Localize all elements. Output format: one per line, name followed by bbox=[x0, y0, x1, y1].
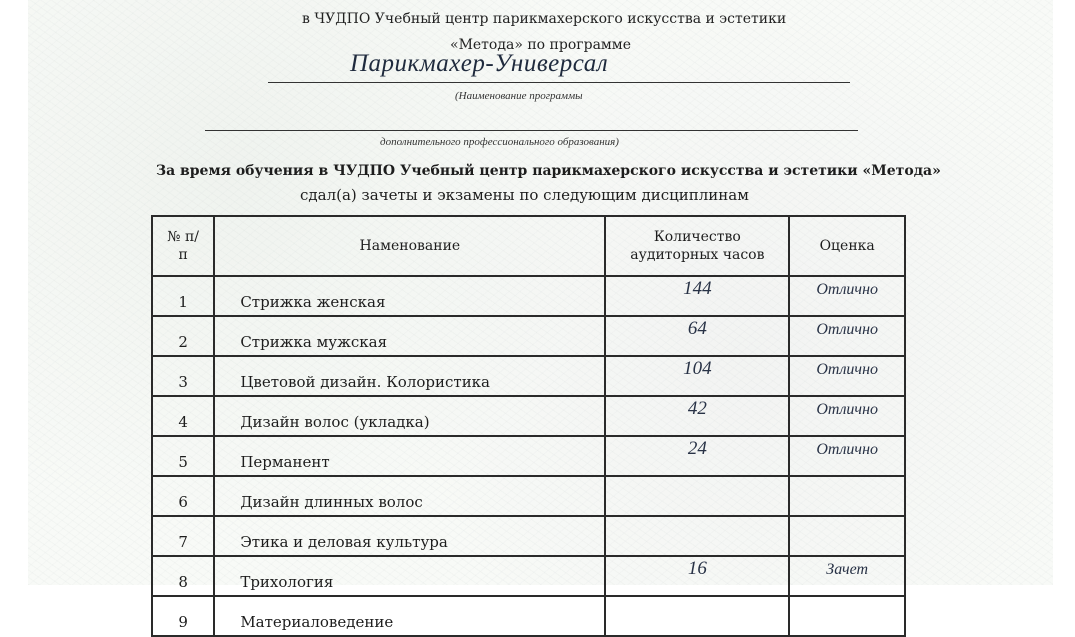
program-line: «Метода» по программе bbox=[450, 37, 631, 53]
row-hours: 42 bbox=[605, 396, 789, 436]
table-row bbox=[152, 316, 905, 356]
table-row bbox=[152, 516, 905, 556]
row-num: 2 bbox=[152, 316, 214, 356]
row-grade: Отлично bbox=[789, 276, 905, 316]
row-discipline: Стрижка женская bbox=[214, 276, 605, 316]
row-num: 7 bbox=[152, 516, 214, 556]
page-margin-left bbox=[0, 0, 28, 585]
header-num: № п/п bbox=[152, 216, 214, 276]
table-row bbox=[152, 396, 905, 436]
program-type-underline bbox=[205, 130, 858, 131]
row-grade: Отлично bbox=[789, 396, 905, 436]
header-grade: Оценка bbox=[789, 216, 905, 276]
row-discipline: Трихология bbox=[214, 556, 605, 596]
row-hours: 144 bbox=[605, 276, 789, 316]
row-grade bbox=[789, 476, 905, 516]
table-row bbox=[152, 476, 905, 516]
row-num: 4 bbox=[152, 396, 214, 436]
row-num: 8 bbox=[152, 556, 214, 596]
intro-subheading: сдал(а) зачеты и экзамены по следующим дисциплинам bbox=[300, 186, 749, 204]
grades-table bbox=[151, 215, 906, 637]
table-row bbox=[152, 276, 905, 316]
row-hours bbox=[605, 596, 789, 636]
row-hours: 16 bbox=[605, 556, 789, 596]
row-discipline: Дизайн длинных волос bbox=[214, 476, 605, 516]
row-grade: Зачет bbox=[789, 556, 905, 596]
row-hours bbox=[605, 516, 789, 556]
row-hours: 104 bbox=[605, 356, 789, 396]
row-discipline: Дизайн волос (укладка) bbox=[214, 396, 605, 436]
row-discipline: Этика и деловая культура bbox=[214, 516, 605, 556]
table-row bbox=[152, 596, 905, 636]
row-hours: 24 bbox=[605, 436, 789, 476]
program-name: Парикмахер-Универсал bbox=[350, 50, 609, 77]
program-caption: (Наименование программы bbox=[455, 90, 583, 102]
row-grade: Отлично bbox=[789, 356, 905, 396]
row-num: 5 bbox=[152, 436, 214, 476]
row-discipline: Стрижка мужская bbox=[214, 316, 605, 356]
header-name: Наменование bbox=[214, 216, 605, 276]
intro-heading: За время обучения в ЧУДПО Учебный центр парикмахерского искусства и эстетики «Метода» bbox=[156, 163, 941, 179]
row-discipline: Перманент bbox=[214, 436, 605, 476]
row-grade bbox=[789, 596, 905, 636]
row-discipline: Цветовой дизайн. Колористика bbox=[214, 356, 605, 396]
row-grade bbox=[789, 516, 905, 556]
table-header-row bbox=[152, 216, 905, 276]
program-type-caption: дополнительного профессионального образования) bbox=[380, 136, 619, 148]
table-row bbox=[152, 436, 905, 476]
table-row bbox=[152, 356, 905, 396]
row-num: 1 bbox=[152, 276, 214, 316]
row-num: 3 bbox=[152, 356, 214, 396]
row-num: 9 bbox=[152, 596, 214, 636]
row-hours: 64 bbox=[605, 316, 789, 356]
row-hours bbox=[605, 476, 789, 516]
row-grade: Отлично bbox=[789, 436, 905, 476]
row-discipline: Материаловедение bbox=[214, 596, 605, 636]
institution-line: в ЧУДПО Учебный центр парикмахерского искусства и эстетики bbox=[302, 11, 787, 27]
page-margin-right bbox=[1053, 0, 1075, 585]
row-num: 6 bbox=[152, 476, 214, 516]
row-grade: Отлично bbox=[789, 316, 905, 356]
program-name-underline bbox=[268, 82, 850, 83]
table-row bbox=[152, 556, 905, 596]
header-hours: Количество аудиторных часов bbox=[605, 216, 789, 276]
